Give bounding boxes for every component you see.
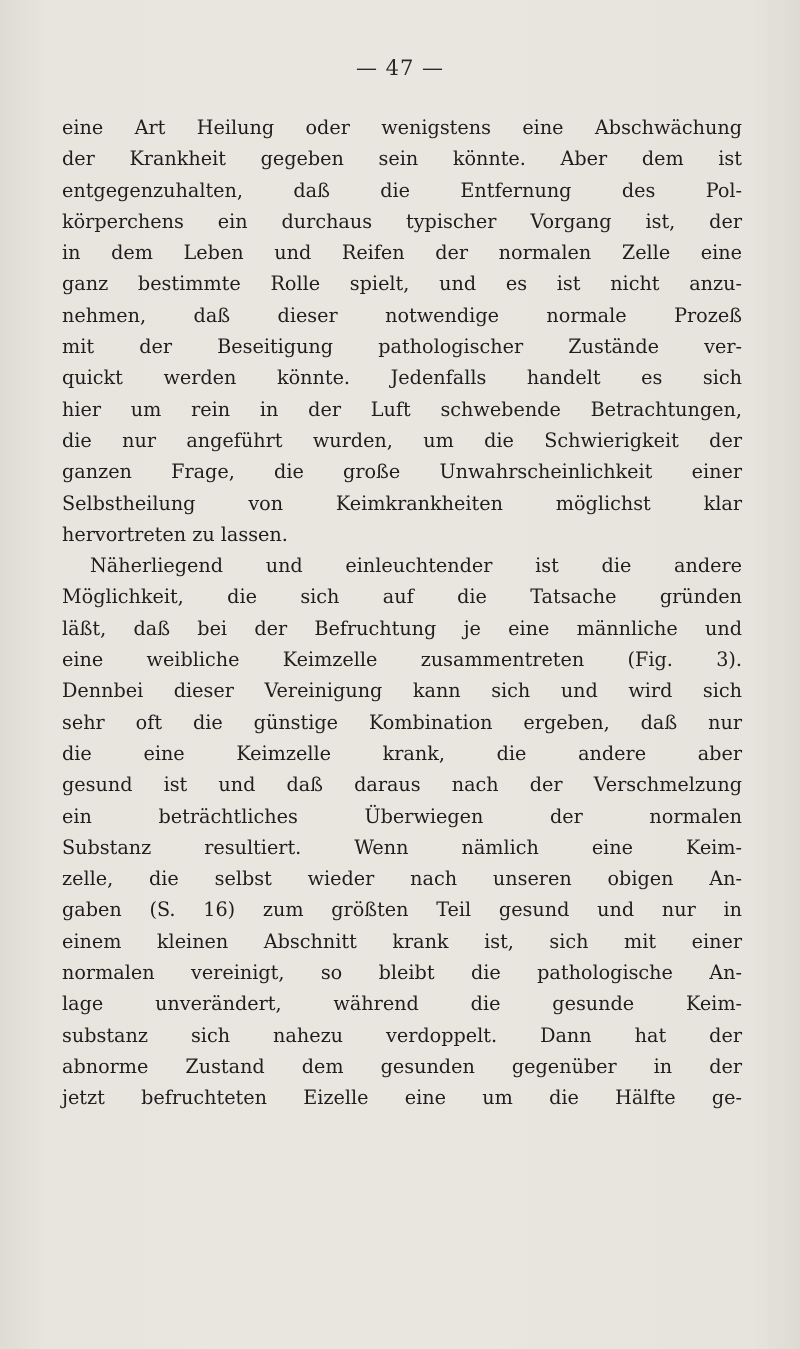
text-line: gaben (S. 16) zum größten Teil gesund und nur in: [62, 898, 742, 922]
page-number-header: — 47 —: [355, 56, 445, 80]
text-line: ein beträchtliches Überwiegen der normalen: [62, 804, 742, 828]
text-line: hier um rein in der Luft schwebende Betrachtungen,: [62, 397, 742, 421]
text-line: einem kleinen Abschnitt krank ist, sich mit einer: [62, 929, 742, 953]
text-line: mit der Beseitigung pathologischer Zustände ver-: [62, 335, 742, 359]
text-line: die nur angeführt wurden, um die Schwierigkeit der: [62, 428, 742, 452]
text-line: Dennbei dieser Vereinigung kann sich und wird sich: [62, 679, 742, 703]
text-line: ganzen Frage, die große Unwahrscheinlichkeit einer: [62, 460, 742, 484]
text-line: substanz sich nahezu verdoppelt. Dann hat der: [62, 1023, 742, 1047]
text-line: sehr oft die günstige Kombination ergeben, daß nur: [62, 710, 742, 734]
text-line: abnorme Zustand dem gesunden gegenüber in der: [62, 1054, 742, 1078]
text-line: lage unverändert, während die gesunde Keim-: [62, 992, 742, 1016]
text-line: entgegenzuhalten, daß die Entfernung des Pol-: [62, 178, 742, 202]
text-line: quickt werden könnte. Jedenfalls handelt es sich: [62, 366, 742, 390]
text-line: läßt, daß bei der Befruchtung je eine männliche und: [62, 616, 742, 640]
text-line: in dem Leben und Reifen der normalen Zelle eine: [62, 241, 742, 265]
text-line: körperchens ein durchaus typischer Vorgang ist, der: [62, 209, 742, 233]
text-line: Möglichkeit, die sich auf die Tatsache gründen: [62, 585, 742, 609]
text-line: zelle, die selbst wieder nach unseren obigen An-: [62, 867, 742, 891]
text-line: hervortreten zu lassen.: [62, 522, 288, 546]
text-line: Substanz resultiert. Wenn nämlich eine Keim-: [62, 835, 742, 859]
text-line: eine weibliche Keimzelle zusammentreten (Fig. 3).: [62, 648, 742, 672]
body-text: [62, 112, 742, 1114]
text-line: nehmen, daß dieser notwendige normale Prozeß: [62, 303, 742, 327]
text-line: die eine Keimzelle krank, die andere aber: [62, 741, 742, 765]
text-line: gesund ist und daß daraus nach der Verschmelzung: [62, 773, 742, 797]
text-line: Selbstheilung von Keimkrankheiten möglichst klar: [62, 491, 742, 515]
text-line: der Krankheit gegeben sein könnte. Aber dem ist: [62, 147, 742, 171]
text-line: Näherliegend und einleuchtender ist die andere: [90, 554, 742, 578]
text-line: eine Art Heilung oder wenigstens eine Abschwächung: [62, 116, 742, 139]
text-line: normalen vereinigt, so bleibt die pathologische An-: [62, 961, 742, 985]
text-line: jetzt befruchteten Eizelle eine um die Hälfte ge-: [62, 1086, 742, 1110]
text-line: ganz bestimmte Rolle spielt, und es ist nicht anzu-: [62, 272, 742, 296]
